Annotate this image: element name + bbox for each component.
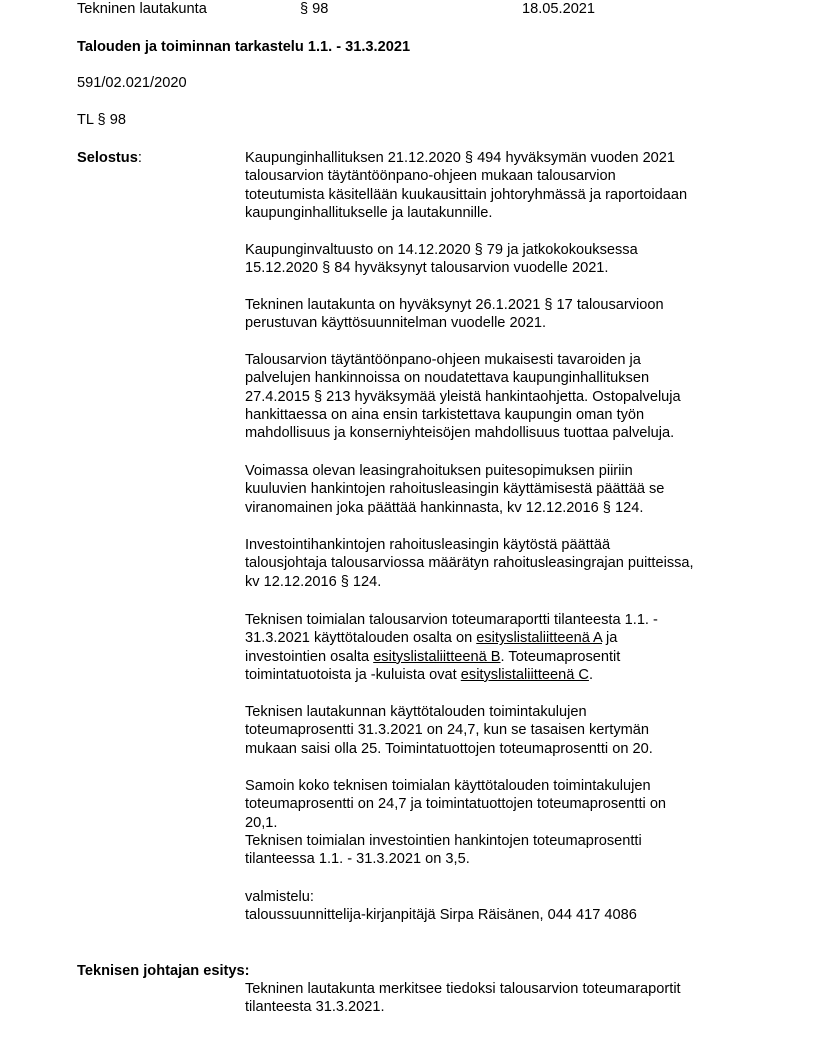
attachment-a-link[interactable]: esityslistaliitteenä A xyxy=(476,630,602,647)
esitys-heading: Teknisen johtajan esitys: xyxy=(77,963,250,979)
paragraph-3: Tekninen lautakunta on hyväksynyt 26.1.2021 § 17 talousarvioon perustuvan käyttösuunnitelman vuodelle 2021. xyxy=(245,297,664,332)
paragraph-2: Kaupunginvaltuusto on 14.12.2020 § 79 ja jatkokokouksessa 15.12.2020 § 84 hyväksynyt talousarvion vuodelle 2021. xyxy=(245,242,638,277)
report-text-3: . Toteumaprosentit toimintatuotoista ja -kuluista ovat xyxy=(245,648,621,683)
record-number: 591/02.021/2020 xyxy=(77,75,187,91)
document-title: Talouden ja toiminnan tarkastelu 1.1. - 31.3.2021 xyxy=(77,39,411,55)
paragraph-6: Investointihankintojen rahoitusleasingin käytöstä päättää talousjohtaja talousarviossa määrätyn rahoitusleasingrajan puitteissa, kv 12.12.2016 § 124. xyxy=(245,537,694,590)
paragraph-5: Voimassa olevan leasingrahoituksen puitesopimuksen piiriin kuuluvien hankintojen rahoitusleasingin käyttämisestä päättää se viranomainen joka päättää hankinnasta, kv 12.12.2016 § 124. xyxy=(245,463,665,516)
header-date: 18.05.2021 xyxy=(522,1,596,17)
header-committee: Tekninen lautakunta xyxy=(77,1,207,17)
reference: TL § 98 xyxy=(77,112,126,128)
selostus-heading xyxy=(77,149,142,167)
attachment-b-link[interactable]: esityslistaliitteenä B xyxy=(373,648,501,665)
report-text-4: . xyxy=(588,666,593,683)
paragraph-2-wrap xyxy=(245,241,805,278)
report-text-1: Teknisen toimialan talousarvion toteumaraportti tilanteesta 1.1. - 31.3.2021 käyttötalouden osalta on xyxy=(245,612,658,647)
report-paragraph-wrap xyxy=(245,611,805,684)
paragraph-5-wrap xyxy=(245,462,805,517)
esitys-wrap xyxy=(245,980,805,1017)
esitys-text: Tekninen lautakunta merkitsee tiedoksi talousarvion toteumaraportit tilanteesta 31.3.2021. xyxy=(245,981,681,1016)
paragraph-8: Teknisen lautakunnan käyttötalouden toimintakulujen toteumaprosentti 31.3.2021 on 24,7, kun se tasaisen kertymän mukaan saisi olla 25. Toimintatuottojen toteumaprosentti on 20. xyxy=(245,704,653,757)
paragraph-9-wrap xyxy=(245,777,805,868)
report-paragraph xyxy=(245,611,805,684)
paragraph-8-wrap xyxy=(245,703,805,758)
paragraph-9: Samoin koko teknisen toimialan käyttötalouden toimintakulujen toteumaprosentti on 24,7 ja toimintatuottojen toteumaprosentti on 20,1. Teknisen toimialan investointien hankintojen toteumaprosentti tilanteessa 1.1. - 31.3.2021 on 3,5. xyxy=(245,778,667,868)
selostus-label: Selostus xyxy=(77,150,138,166)
header-section: § 98 xyxy=(300,1,329,17)
paragraph-1: Kaupunginhallituksen 21.12.2020 § 494 hyväksymän vuoden 2021 talousarvion täytäntöönpano-ohjeen mukaan talousarvion toteutumista käsitellään kuukausittain johtoryhmässä ja raportoidaan kaupunginhallitukselle ja lautakunnille. xyxy=(245,150,688,221)
preparer-info: valmistelu: taloussuunnittelija-kirjanpitäjä Sirpa Räisänen, 044 417 4086 xyxy=(245,889,637,924)
preparer-wrap xyxy=(245,888,805,925)
paragraph-4: Talousarvion täytäntöönpano-ohjeen mukaisesti tavaroiden ja palvelujen hankinnoissa on noudatettava kaupunginhallituksen 27.4.2015 § 213 hyväksymää yleistä hankintaohjetta. Ostopalveluja hankittaessa on aina ensin tarkistettava kaupungin oman työn mahdollisuus ja konserniyhteisöjen mahdollisuus tuottaa palveluja. xyxy=(245,352,681,442)
report-text-2: ja investointien osalta xyxy=(245,630,618,665)
attachment-c-link[interactable]: esityslistaliitteenä C xyxy=(460,666,589,683)
paragraph-3-wrap xyxy=(245,296,805,333)
paragraph-4-wrap xyxy=(245,351,805,442)
paragraph-6-wrap xyxy=(245,536,805,591)
selostus-colon: : xyxy=(137,150,142,166)
selostus-body xyxy=(245,149,805,222)
